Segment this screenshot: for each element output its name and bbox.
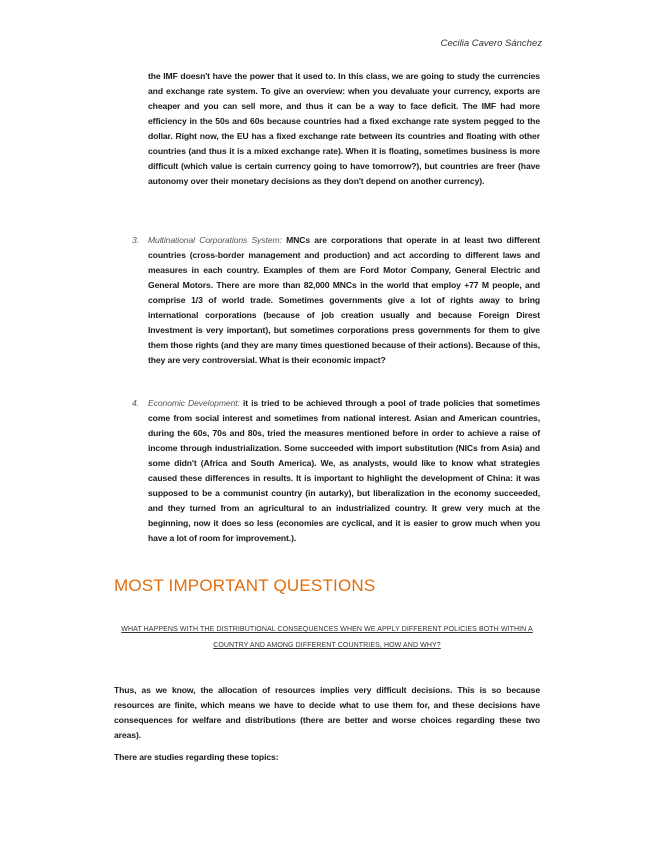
resources-paragraph: Thus, as we know, the allocation of resources implies very difficult decisions. This is so because resources are finite, which means we have to decide what to use them for, and these decisions have consequences for welfare and distributions (there are better and worse choices regarding these two areas). — [114, 685, 540, 740]
list-number: 4. — [132, 398, 139, 408]
list-number: 3. — [132, 235, 139, 245]
studies-line: There are studies regarding these topics: — [114, 752, 279, 762]
intro-paragraph: the IMF doesn't have the power that it used to. In this class, we are going to study the currencies and exchange rate system. To give an overview: when you devaluate your currency, exports are cheaper and you can sell more, and thus it can be a way to face deficit. The IMF had more efficiency in the 50s and 60s because countries had a fixed exchange rate system pegged to the dollar. Right now, the EU has a fixed exchange rate between its countries and floating with other countries (and thus it is a mixed exchange rate). When it is floating, sometimes business is more difficult (which value is certain currency going to have tomorrow?), but countries are freer (have autonomy over their monetary decisions as they don't depend on another currency). — [148, 71, 540, 186]
sub-question: WHAT HAPPENS WITH THE DISTRIBUTIONAL CONSEQUENCES WHEN WE APPLY DIFFERENT POLICIES BOTH WITHIN A COUNTRY AND AMONG DIFFERENT COUNTRIES, HOW AND WHY? — [121, 626, 533, 649]
header-author: Cecilia Cavero Sánchez — [440, 38, 542, 49]
list-text: MNCs are corporations that operate in at least two different countries (cross-border management and production) and act according to different laws and measures in each country. Examples of them are Ford Motor Company, General Electric and General Motors. There are more than 82,000 MNCs in the world that employ +77 M people, and comprise 1/3 of world trade. Sometimes governments give a lot of rights away to bring international corporations (because of job creation usually and because Foreign Direst Investment is very important), but sometimes corporations press governments for them to give them those rights (and they are many times questioned because of their actions). Because of this, they are very controversial. What is their economic impact? — [148, 235, 540, 365]
list-topic: Multinational Corporations System: — [148, 235, 282, 245]
list-topic: Economic Development: — [148, 398, 240, 408]
list-text: it is tried to be achieved through a pool of trade policies that sometimes come from social interest and sometimes from national interest. Asian and American countries, during the 60s, 70s and 80s, tried the measures mentioned before in order to achieve a raise of income through industrialization. Some succeeded with import substitution (NICs from Asia) and some didn't (Africa and South America). We, as analysts, would like to know what strategies caused these differences in results. It is important to highlight the development of China: it was supposed to be a communist country (in autarky), but liberalization in the economy succeeded, and they turned from an agricultural to an industrialized country. It grew very much at the beginning, now it does so less (economies are cyclical, and it is easier to grow much when you have a lot of room for improvement.). — [148, 398, 541, 543]
list-item-multinational — [132, 233, 540, 368]
section-heading: MOST IMPORTANT QUESTIONS — [114, 576, 376, 595]
list-item-economic-development — [132, 396, 541, 546]
